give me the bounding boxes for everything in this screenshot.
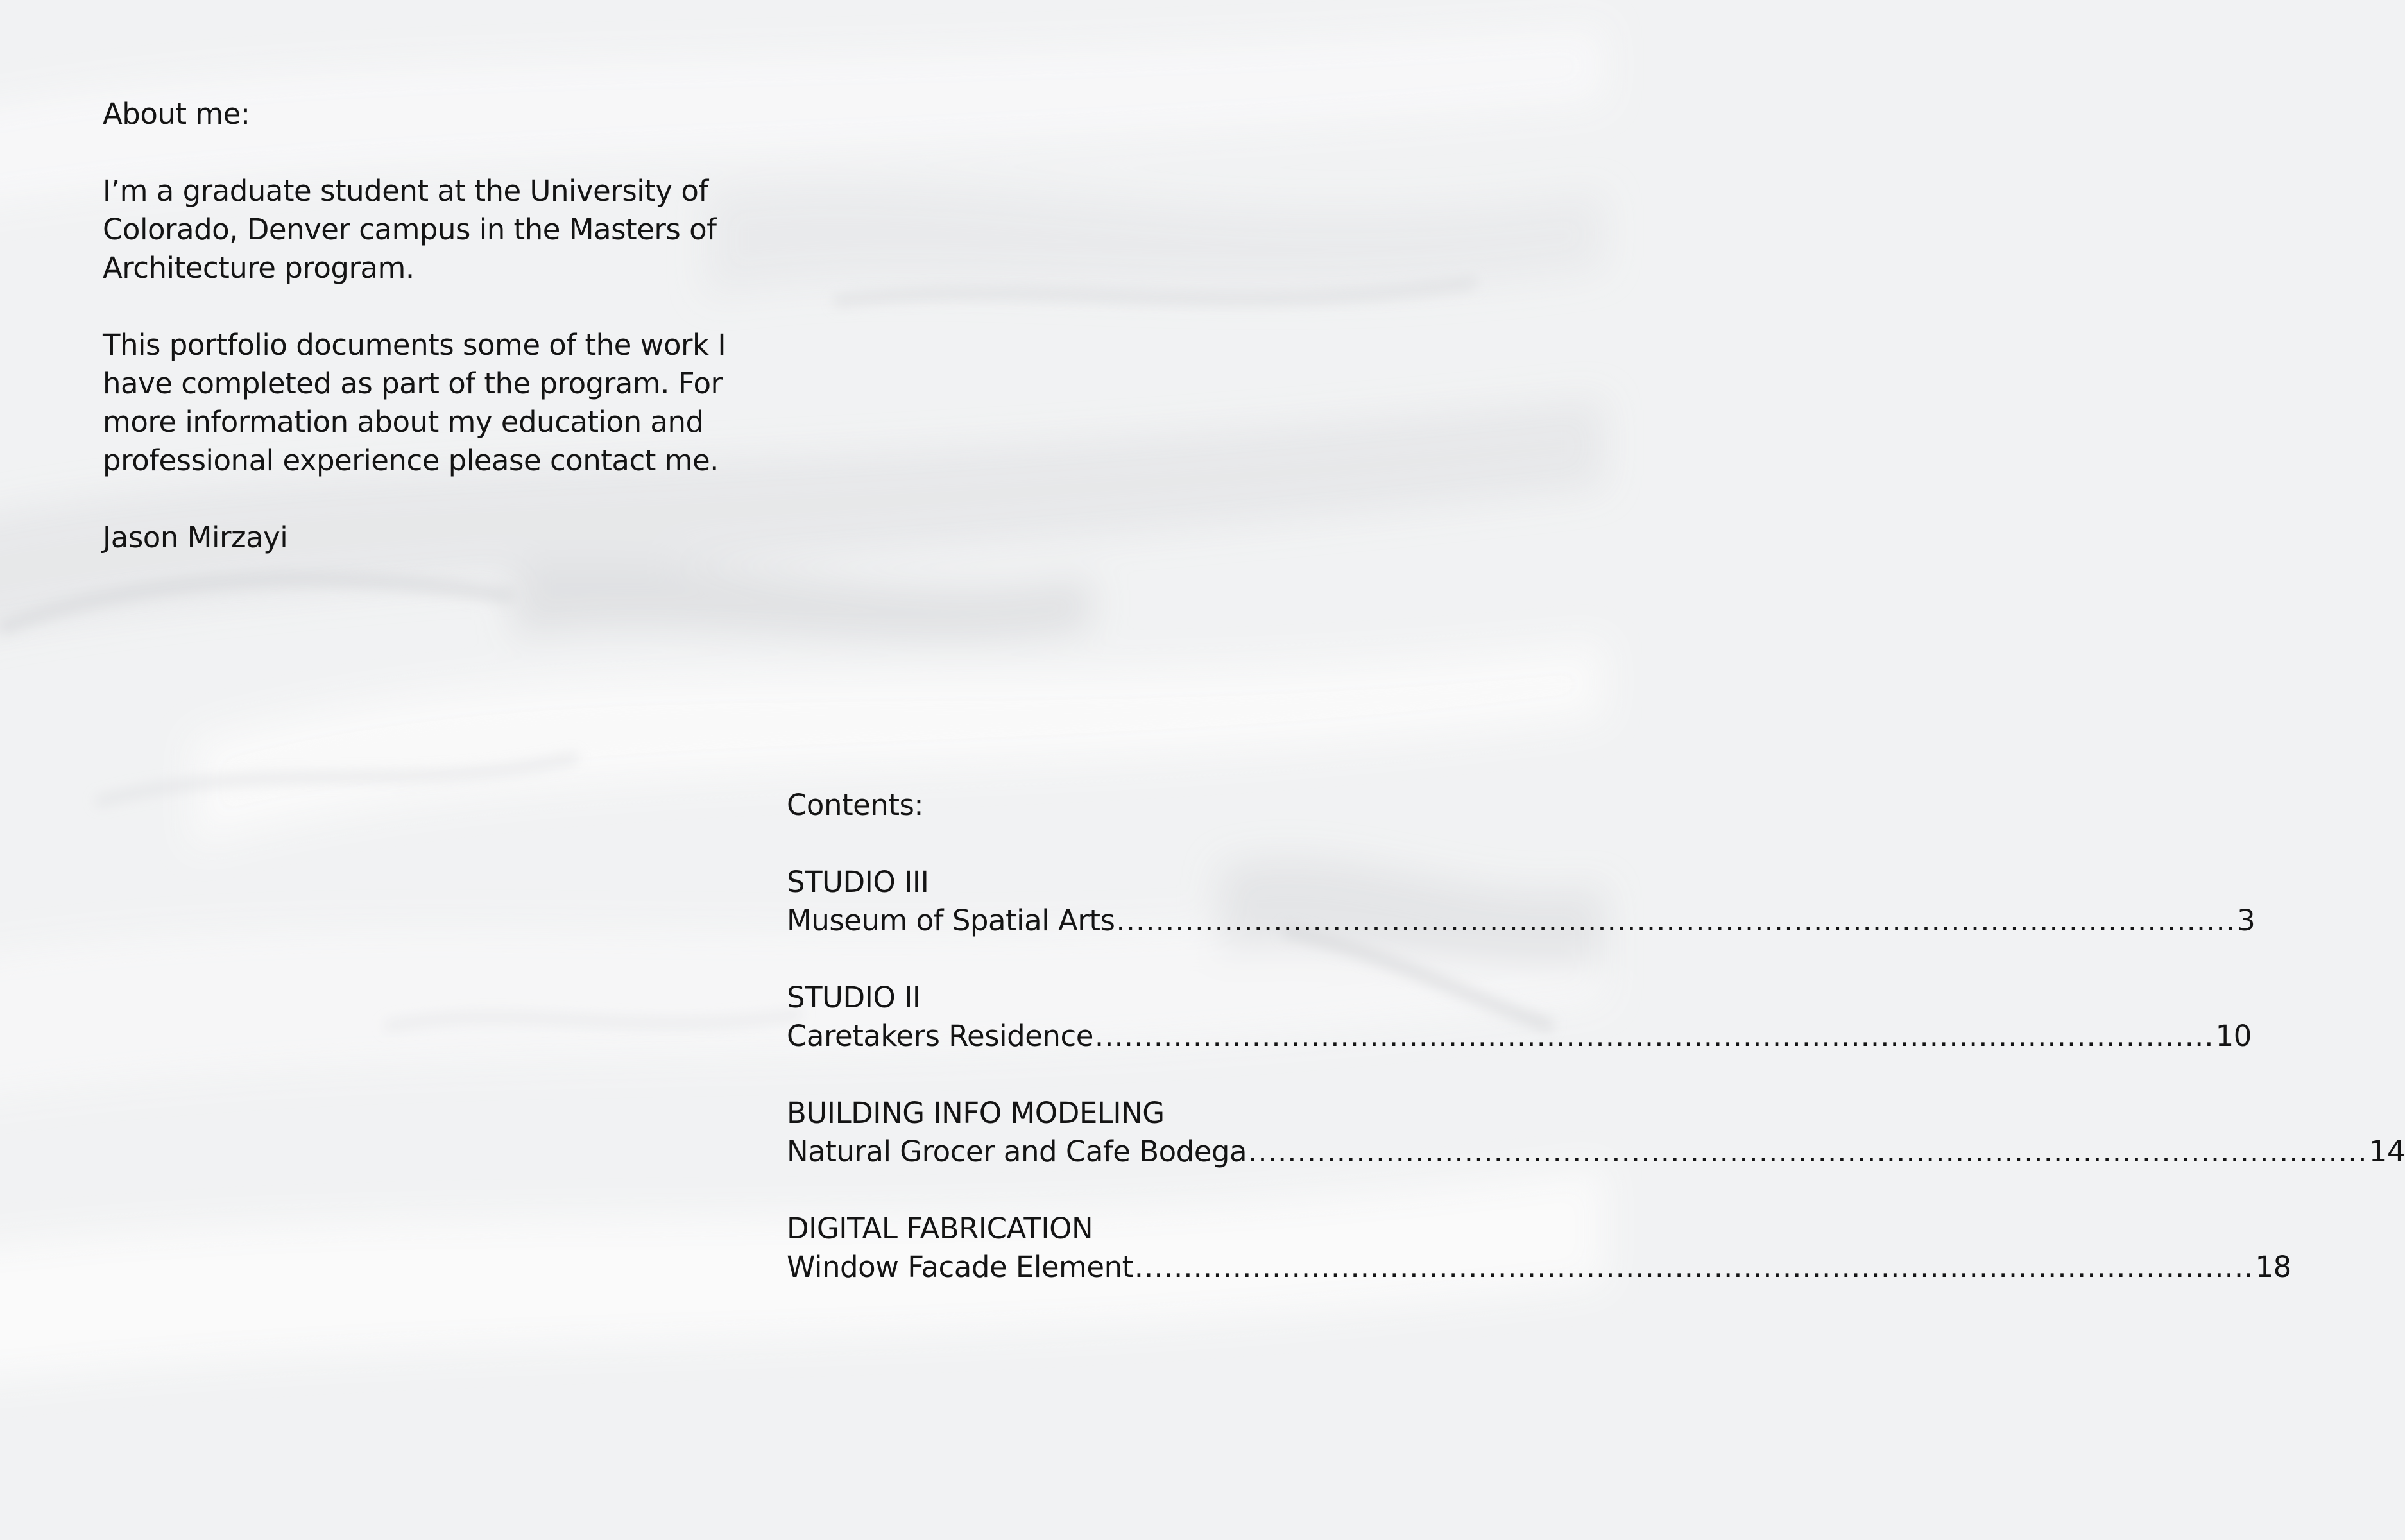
toc-page-number: 18 bbox=[2255, 1250, 2291, 1284]
toc-line bbox=[787, 902, 2255, 940]
toc-page-number: 3 bbox=[2237, 903, 2255, 937]
toc-section-label: STUDIO II bbox=[787, 980, 921, 1014]
toc-line bbox=[787, 1133, 2405, 1171]
toc-entry bbox=[787, 1210, 2291, 1287]
about-heading: About me: bbox=[103, 97, 250, 131]
toc-line bbox=[787, 1248, 2291, 1287]
toc-leader: .................................................................................................................. bbox=[1134, 1250, 2254, 1284]
about-paragraph-program: I’m a graduate student at the University of Colorado, Denver campus in the Masters of Architecture program. bbox=[103, 174, 717, 285]
toc-page-number: 10 bbox=[2215, 1019, 2252, 1053]
about-section bbox=[103, 95, 744, 595]
toc-title: Window Facade Element bbox=[787, 1250, 1133, 1284]
toc-section-label: STUDIO III bbox=[787, 865, 929, 899]
signature: Jason Mirzayi bbox=[103, 520, 288, 554]
toc-leader: .................................................................................................................. bbox=[1248, 1134, 2368, 1168]
contents-heading: Contents: bbox=[787, 788, 924, 822]
toc-section-label: DIGITAL FABRICATION bbox=[787, 1211, 1093, 1245]
toc-leader: .................................................................................................................. bbox=[1116, 903, 2236, 937]
about-paragraph-portfolio: This portfolio documents some of the work I have completed as part of the program. For more information about my education and professional experience please contact me. bbox=[103, 328, 726, 477]
toc-section-label: BUILDING INFO MODELING bbox=[787, 1096, 1165, 1130]
toc-page-number: 14 bbox=[2368, 1134, 2405, 1168]
toc-line bbox=[787, 1017, 2252, 1056]
table-of-contents bbox=[787, 786, 2405, 1325]
toc-title: Caretakers Residence bbox=[787, 1019, 1093, 1053]
toc-entry bbox=[787, 863, 2255, 940]
toc-entry bbox=[787, 979, 2252, 1056]
toc-entry bbox=[787, 1094, 2405, 1171]
toc-title: Natural Grocer and Cafe Bodega bbox=[787, 1134, 1247, 1168]
toc-leader: .................................................................................................................. bbox=[1094, 1019, 2214, 1053]
toc-title: Museum of Spatial Arts bbox=[787, 903, 1115, 937]
